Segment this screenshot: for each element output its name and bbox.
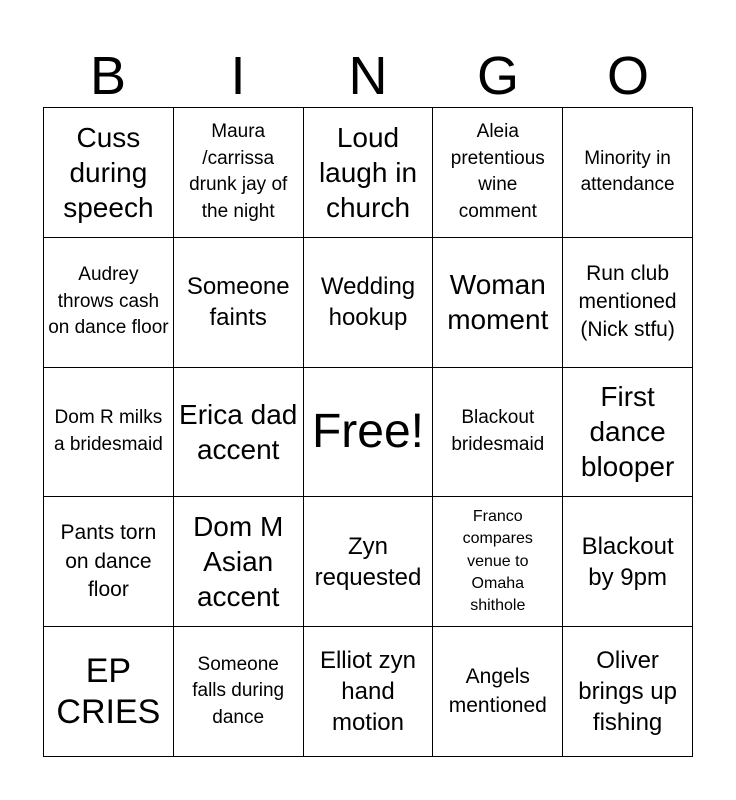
- cell-text: Dom R milks a bridesmaid: [54, 407, 163, 455]
- bingo-cell[interactable]: [44, 627, 174, 757]
- header-letter-i: I: [230, 46, 246, 106]
- bingo-cell[interactable]: [563, 108, 693, 238]
- bingo-cell[interactable]: [304, 497, 434, 627]
- bingo-cell[interactable]: [433, 108, 563, 238]
- cell-text: Blackout by 9pm: [581, 532, 674, 591]
- bingo-cell[interactable]: [174, 108, 304, 238]
- cell-text: Cuss during speech: [63, 121, 154, 223]
- cell-text: Zyn requested: [314, 532, 422, 591]
- bingo-cell[interactable]: [563, 238, 693, 368]
- bingo-cell[interactable]: [433, 368, 563, 498]
- bingo-cell[interactable]: [44, 368, 174, 498]
- cell-text: Maura /carrissa drunk jay of the night: [189, 121, 288, 222]
- cell-text: Angels mentioned: [448, 665, 547, 717]
- cell-text: Franco compares venue to Omaha shithole: [462, 507, 533, 615]
- bingo-cell[interactable]: [433, 627, 563, 757]
- cell-text: Someone faints: [186, 273, 290, 332]
- cell-text: Someone falls during dance: [192, 653, 285, 728]
- bingo-cell[interactable]: [304, 238, 434, 368]
- bingo-cell[interactable]: [563, 627, 693, 757]
- bingo-cell[interactable]: [563, 497, 693, 627]
- bingo-header: [43, 46, 693, 106]
- free-space[interactable]: [304, 368, 434, 498]
- cell-text: First dance blooper: [580, 381, 675, 483]
- free-space-text: Free!: [311, 404, 424, 458]
- bingo-cell[interactable]: [174, 238, 304, 368]
- cell-text: Loud laugh in church: [318, 121, 418, 223]
- cell-text: Run club mentioned (Nick stfu): [578, 261, 677, 342]
- cell-text: Pants torn on dance floor: [60, 521, 157, 601]
- cell-text: Elliot zyn hand motion: [319, 646, 416, 737]
- header-letter-b: B: [89, 46, 127, 106]
- header-letter-g: G: [476, 46, 519, 106]
- bingo-cell[interactable]: [563, 368, 693, 498]
- bingo-cell[interactable]: [304, 627, 434, 757]
- bingo-cell[interactable]: [44, 238, 174, 368]
- bingo-cell[interactable]: [433, 238, 563, 368]
- cell-text: Oliver brings up fishing: [578, 646, 677, 737]
- bingo-cell[interactable]: [174, 627, 304, 757]
- bingo-cell[interactable]: [174, 497, 304, 627]
- cell-text: Blackout bridesmaid: [451, 407, 545, 455]
- header-letter-n: N: [348, 46, 388, 106]
- cell-text: Erica dad accent: [179, 398, 298, 465]
- bingo-cell[interactable]: [44, 108, 174, 238]
- bingo-cell[interactable]: [304, 108, 434, 238]
- cell-text: Aleia pretentious wine comment: [450, 121, 545, 222]
- cell-text: Minority in attendance: [580, 147, 675, 196]
- bingo-cell[interactable]: [44, 497, 174, 627]
- cell-text: Woman moment: [447, 269, 549, 336]
- cell-text: Audrey throws cash on dance floor: [48, 264, 169, 339]
- bingo-board: [43, 107, 693, 757]
- cell-text: Dom M Asian accent: [193, 511, 284, 613]
- cell-text: EP CRIES: [56, 651, 161, 731]
- bingo-cell[interactable]: [174, 368, 304, 498]
- bingo-cell[interactable]: [433, 497, 563, 627]
- cell-text: Wedding hookup: [320, 273, 416, 332]
- header-letter-o: O: [606, 46, 649, 106]
